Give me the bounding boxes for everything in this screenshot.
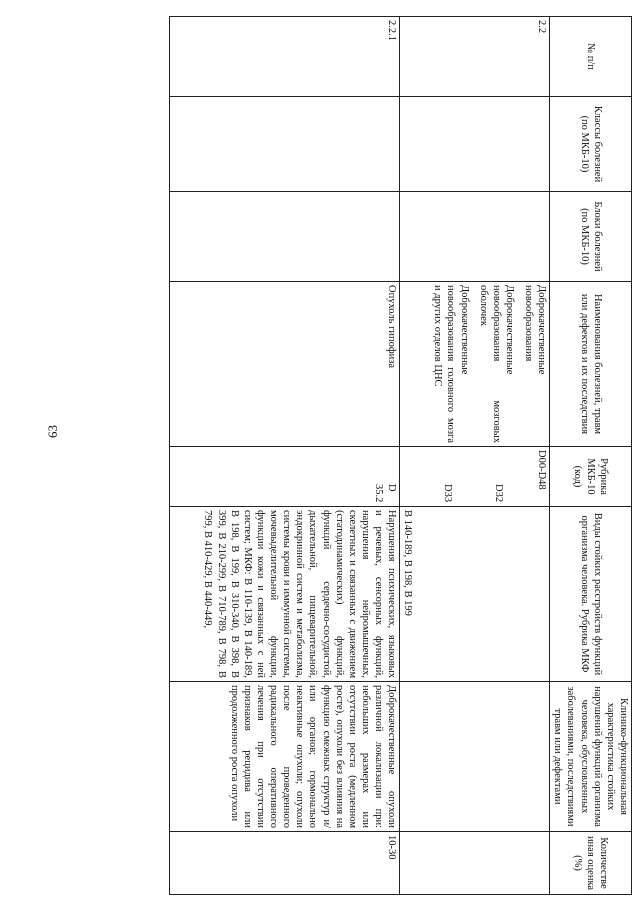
header-num: № п/п	[550, 17, 632, 97]
row-clinical	[400, 682, 550, 832]
header-block: Блоки болезней (по МКБ-10)	[550, 192, 632, 282]
row-class	[400, 97, 550, 192]
code-line: D33	[442, 484, 453, 503]
icf-text: В 140-189, В 198, В 199	[402, 510, 414, 616]
row-percent: 10-30	[170, 832, 400, 895]
page-number: 63	[45, 425, 60, 438]
row-percent	[400, 832, 550, 895]
code-line: D 35.2	[373, 484, 398, 503]
header-icf: Виды стойких расстройств функций организма человека. Рубрика МКФ	[550, 507, 632, 682]
row-icf	[400, 507, 550, 682]
row-names	[400, 282, 550, 447]
row-names	[170, 282, 400, 447]
row-class	[170, 97, 400, 192]
table-row	[170, 17, 400, 895]
row-icf: Нарушения психических, языковых и речевых, сенсорных функций, нарушения нейромышечных, скелетных и связанных с движением (статодинамических) функций, функций сердечно-сосудистой, дыхательной, пищеварительной, эндокринной систем и метаболизма, системы крови и иммунной системы, мочевыделительной функции, функции кожи и связанных с ней систем; МКФ: В 110-139, В 140-189, В 198, В 199, В 310-340, В 398, В 399, В 210-299, В 710-789, В 798, В 799, В 410-429, В 440-449,	[170, 507, 400, 682]
row-codes	[170, 447, 400, 507]
header-class: Классы болезней (по МКБ-10)	[550, 97, 632, 192]
row-num: 2.2	[400, 17, 550, 97]
header-percent: Количестве иная оценка (%)	[550, 832, 632, 895]
row-clinical: Доброкачественные опухоли различной локализации при: небольших размерах или отсутствии роста (медленном росте), опухоли без влияния на функцию смежных структур и/или органов; гормонально неактивные опухоли; опухоли после проведенного радикального оперативного лечения при отсутствии признаков рецидива или продолженного роста опухоли	[170, 682, 400, 832]
code-line: D32	[493, 484, 505, 503]
row-block	[170, 192, 400, 282]
name-line: Доброкачественные новообразования головного мозга и других отделов ЦНС	[432, 285, 470, 443]
header-clinical: Клинико-функциональная характеристика стойких нарушений функций организма человека, обусловленных заболеваниями, последствиями травм или дефектами	[550, 682, 632, 832]
name-line: Доброкачественные новообразования мозговых оболочек	[477, 285, 515, 443]
name-line: Доброкачественные новообразования	[523, 285, 548, 375]
disability-criteria-table	[169, 16, 632, 895]
rotated-table-container	[152, 16, 632, 894]
row-block	[400, 192, 550, 282]
table-row	[400, 17, 550, 895]
header-names: Наименования болезней, травм или дефектов и их последствия	[550, 282, 632, 447]
name-line: Опухоль гипофиза	[386, 285, 398, 369]
row-num: 2.2.1	[170, 17, 400, 97]
code-line: D00-D48	[536, 450, 548, 490]
header-row	[550, 17, 632, 895]
header-code: Рубрика МКБ-10 (код)	[550, 447, 632, 507]
row-codes	[400, 447, 550, 507]
